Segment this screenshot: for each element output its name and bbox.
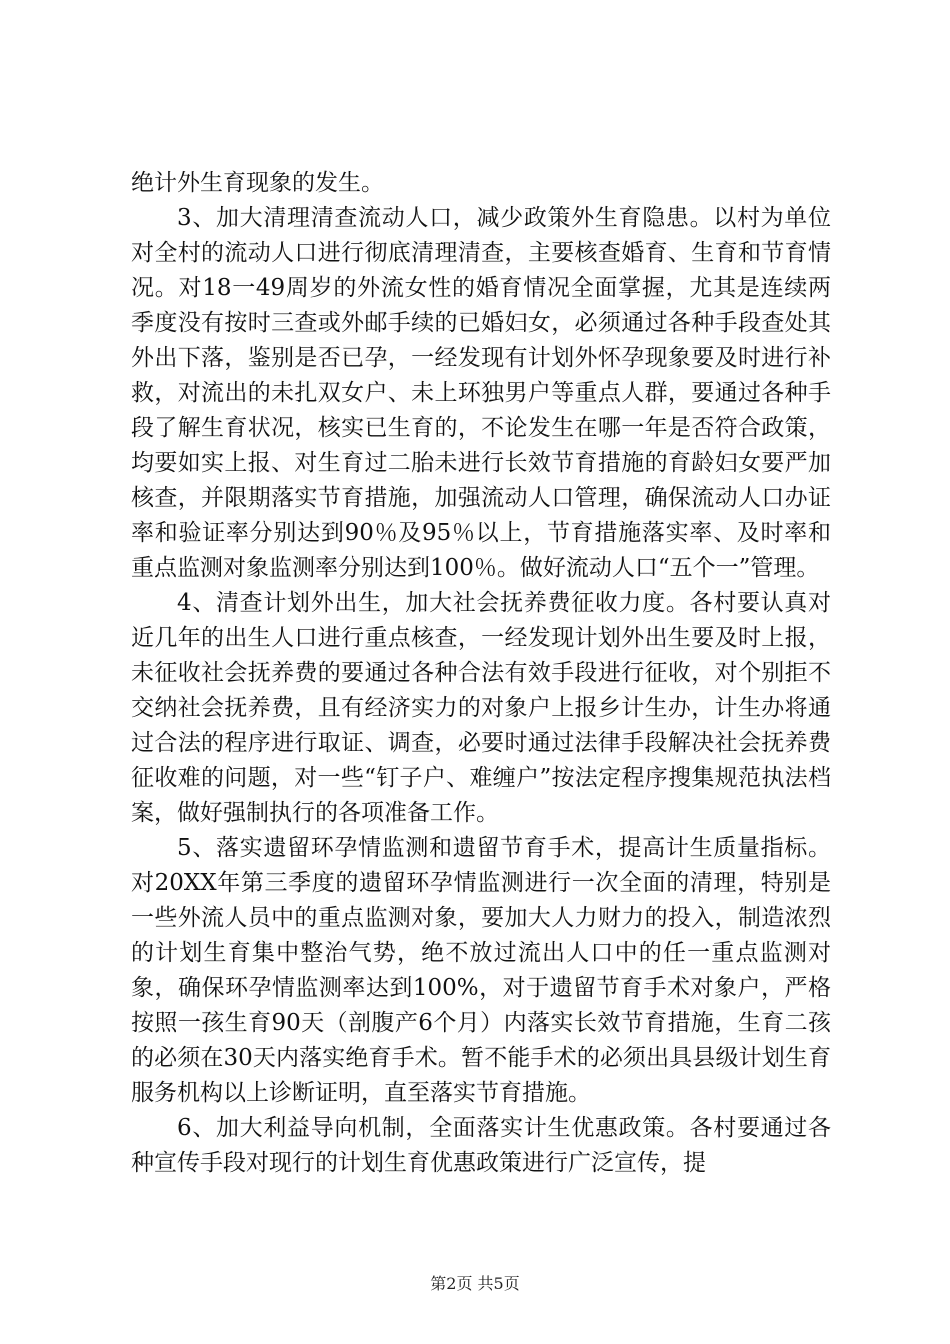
paragraph-4: 5、落实遗留环孕情监测和遗留节育手术，提高计生质量指标。对20XX年第三季度的遗留环孕情监测进行一次全面的清理，特别是一些外流人员中的重点监测对象，要加大人力财力的投入，制造浓烈的计划生育集中整治气势，绝不放过流出人口中的任一重点监测对象，确保环孕情监测率达到100%，对于遗留节育手术对象户，严格按照一孩生育90天（剖腹产6个月）内落实长效节育措施，生育二孩的必须在30天内落实绝育手术。暂不能手术的必须出具县级计划生育服务机构以上诊断证明，直至落实节育措施。 bbox=[131, 835, 831, 1106]
page-number-footer: 第2页 共5页 bbox=[430, 1274, 520, 1293]
paragraph-1: 绝计外生育现象的发生。 bbox=[131, 170, 384, 196]
document-body bbox=[131, 166, 831, 1181]
paragraph-2: 3、加大清理清查流动人口，减少政策外生育隐患。以村为单位对全村的流动人口进行彻底清理清查，主要核查婚育、生育和节育情况。对18一49周岁的外流女性的婚育情况全面掌握，尤其是连续两季度没有按时三查或外邮手续的已婚妇女，必须通过各种手段查处其外出下落，鉴别是否已孕，一经发现有计划外怀孕现象要及时进行补救，对流出的未扎双女户、未上环独男户等重点人群，要通过各种手段了解生育状况，核实已生育的，不论发生在哪一年是否符合政策，均要如实上报、对生育过二胎未进行长效节育措施的育龄妇女要严加核查，并限期落实节育措施，加强流动人口管理，确保流动人口办证率和验证率分别达到90％及95％以上，节育措施落实率、及时率和重点监测对象监测率分别达到100％。做好流动人口“五个一”管理。 bbox=[131, 205, 831, 581]
paragraph-5: 6、加大利益导向机制，全面落实计生优惠政策。各村要通过各种宣传手段对现行的计划生育优惠政策进行广泛宣传，提 bbox=[131, 1115, 831, 1176]
paragraph-3: 4、清查计划外出生，加大社会抚养费征收力度。各村要认真对近几年的出生人口进行重点核查，一经发现计划外出生要及时上报，未征收社会抚养费的要通过各种合法有效手段进行征收，对个别拒不交纳社会抚养费，且有经济实力的对象户上报乡计生办，计生办将通过合法的程序进行取证、调查，必要时通过法律手段解决社会抚养费征收难的问题，对一些“钉子户、难缠户”按法定程序搜集规范执法档案，做好强制执行的各项准备工作。 bbox=[131, 590, 831, 826]
